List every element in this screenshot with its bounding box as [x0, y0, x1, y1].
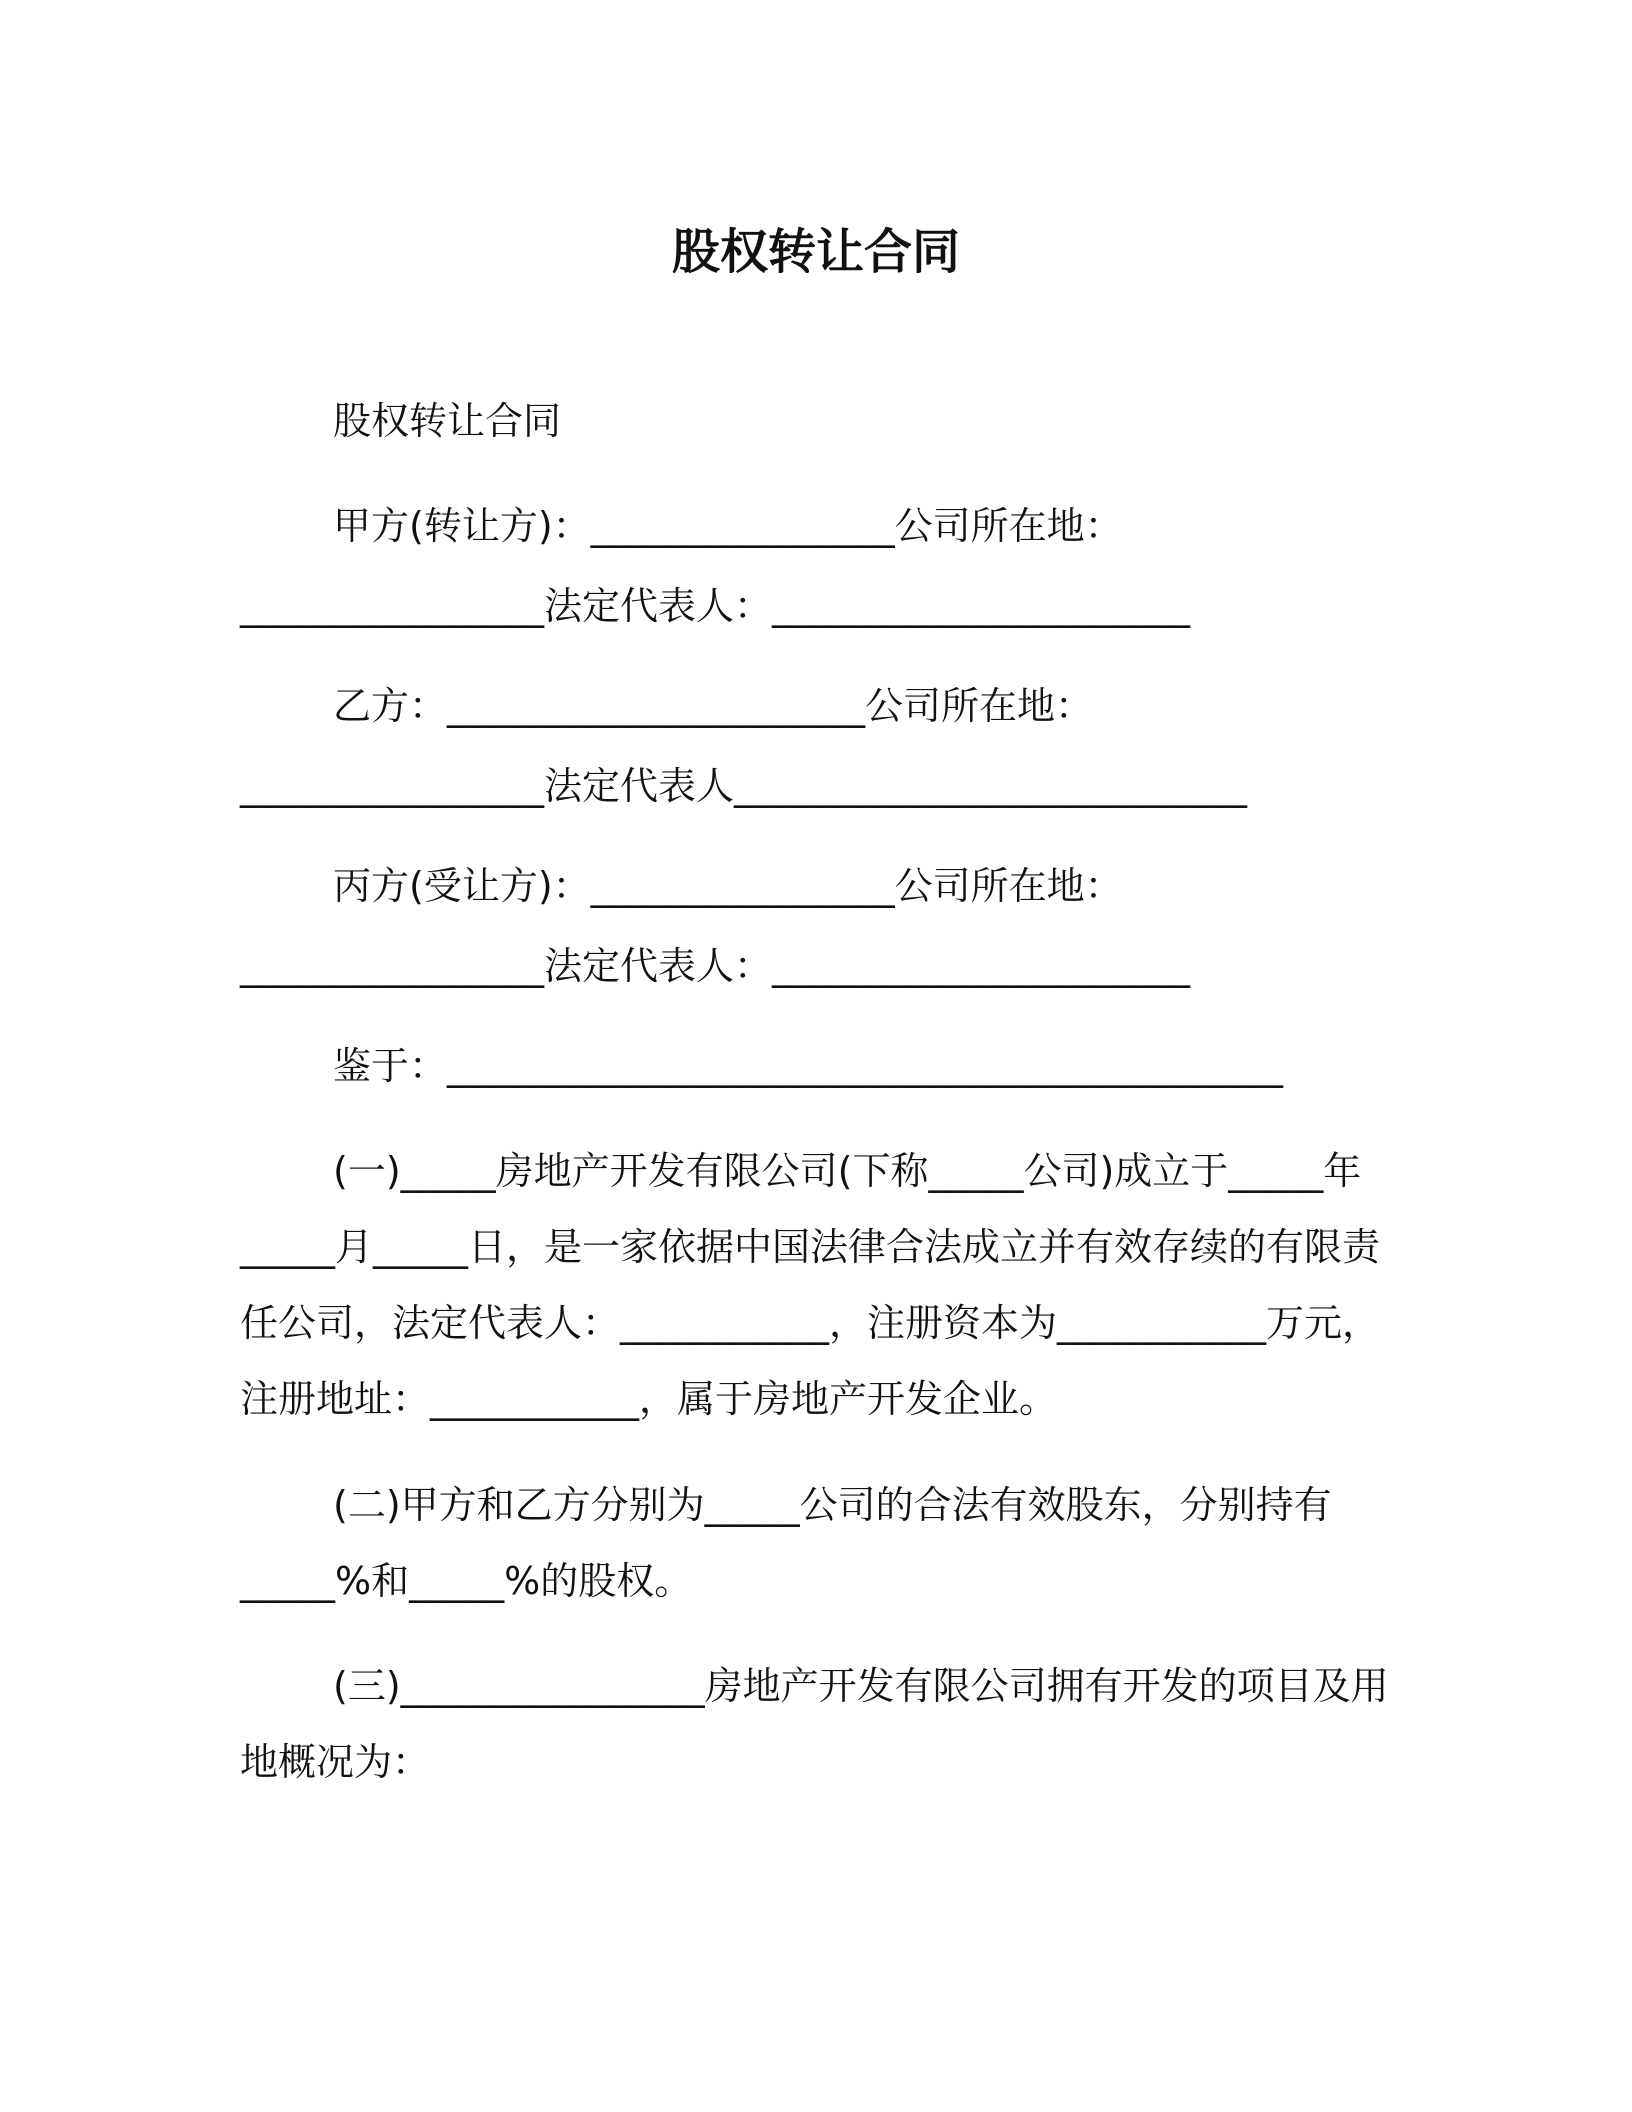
party-c-line: 丙方(受让方)：________________公司所在地：	[333, 864, 1123, 908]
party-a-line: 甲方(转让方)：________________公司所在地：	[333, 504, 1123, 548]
clause-2-line-1: (二)甲方和乙方分别为_____公司的合法有效股东，分别持有	[333, 1483, 1332, 1527]
clause-3-line-2: 地概况为：	[240, 1740, 431, 1784]
party-c-representative-line: ________________法定代表人：______________________	[240, 944, 1191, 988]
subtitle-line: 股权转让合同	[333, 399, 562, 443]
document-title: 股权转让合同	[671, 224, 960, 280]
clause-3-line-1: (三)________________房地产开发有限公司拥有开发的项目及用	[333, 1664, 1389, 1708]
clause-1-line-1: (一)_____房地产开发有限公司(下称_____公司)成立于_____年	[333, 1149, 1362, 1193]
clause-1-line-3: 任公司，法定代表人：___________，注册资本为___________万元，	[240, 1301, 1381, 1345]
clause-1-line-2: _____月_____日，是一家依据中国法律合法成立并有效存续的有限责	[240, 1225, 1381, 1269]
whereas-line: 鉴于：____________________________________________	[333, 1044, 1284, 1088]
party-b-line: 乙方：______________________公司所在地：	[333, 684, 1094, 728]
party-b-representative-line: ________________法定代表人___________________________	[240, 764, 1248, 808]
clause-1-line-4: 注册地址：___________，属于房地产开发企业。	[240, 1377, 1058, 1421]
clause-2-line-2: _____%和_____%的股权。	[240, 1559, 693, 1603]
party-a-representative-line: ________________法定代表人：______________________	[240, 584, 1191, 628]
